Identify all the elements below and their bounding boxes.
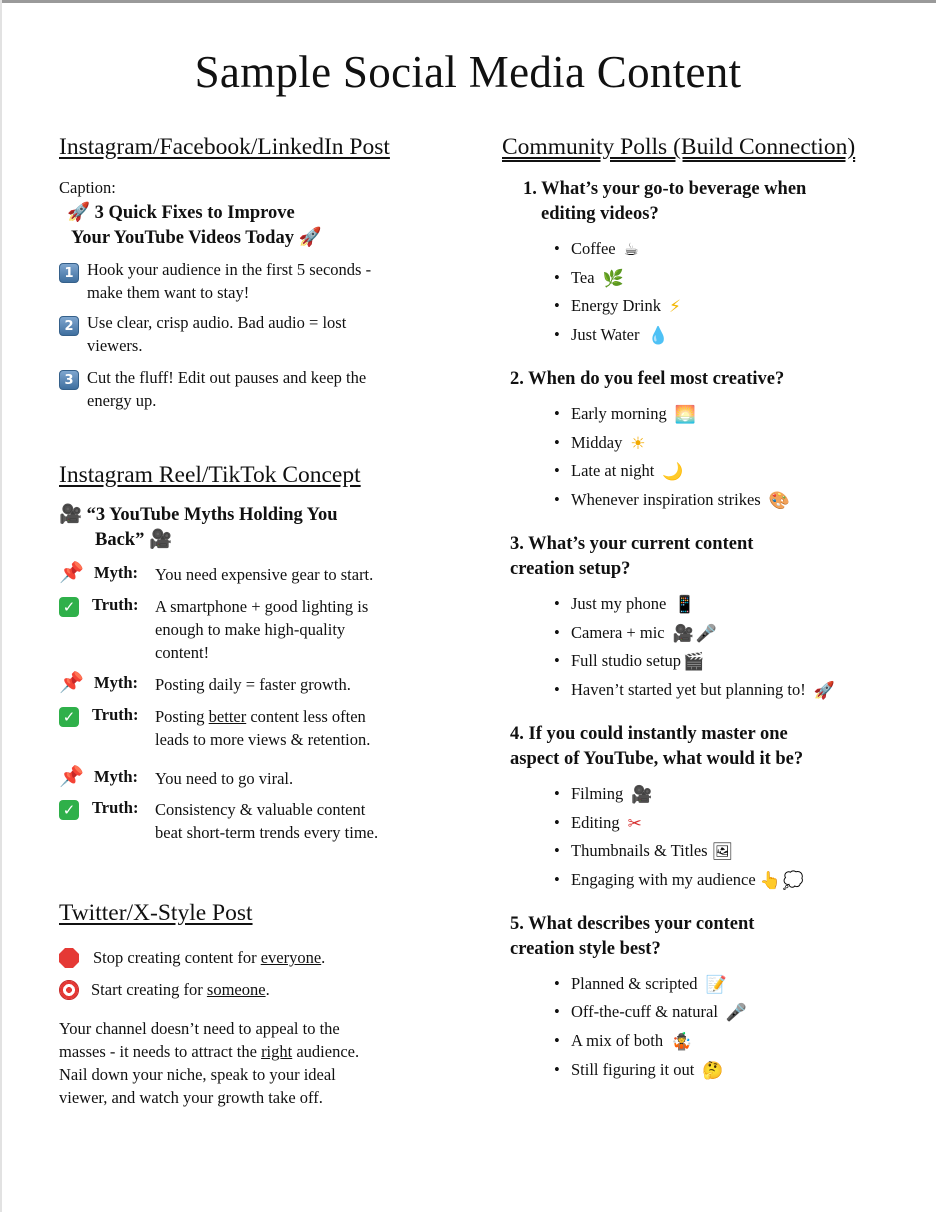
framed-picture-icon: 🖼 [711, 841, 734, 862]
truth-label: Truth: [92, 798, 139, 817]
truth-label: Truth: [92, 705, 139, 724]
list-item: • Whenever inspiration strikes 🎨 [554, 490, 790, 511]
reel-concept-line2: Back” 🎥 [95, 529, 173, 550]
poll-1-question-line2: editing videos? [541, 204, 659, 224]
thought-bubble-icon: 💭 [782, 870, 805, 891]
clapper-board-icon: 🎬 [683, 651, 705, 672]
movie-camera-icon: 🎥 [148, 529, 173, 550]
twitter-body-line4: viewer, and watch your growth take off. [59, 1088, 323, 1107]
pushpin-icon: 📌 [59, 764, 84, 788]
truth-label: Truth: [92, 595, 139, 614]
sunrise-icon: 🌅 [674, 404, 696, 425]
post-heading: Instagram/Facebook/LinkedIn Post [59, 134, 390, 160]
check-mark-icon: ✓ [59, 800, 79, 820]
truth-1-line3: content! [155, 643, 210, 662]
myth-label: Myth: [94, 767, 138, 786]
fix-3-line1: Cut the fluff! Edit out pauses and keep the [87, 368, 367, 387]
myth-label: Myth: [94, 563, 138, 582]
twitter-heading: Twitter/X-Style Post [59, 900, 253, 926]
list-item: • Planned & scripted 📝 [554, 974, 727, 995]
thinking-face-icon: 🤔 [702, 1060, 724, 1081]
list-item: • Off-the-cuff & natural 🎤 [554, 1002, 748, 1023]
scissors-icon: ✂ [627, 813, 642, 834]
droplet-icon: 💧 [647, 325, 669, 346]
fix-1-line1: Hook your audience in the first 5 seconds - [87, 260, 372, 279]
poll-1-question: 1. What’s your go-to beverage when [523, 179, 807, 199]
myth-2-text: Posting daily = faster growth. [155, 675, 351, 694]
list-item: • Filming 🎥 [554, 784, 653, 805]
list-item: • Early morning 🌅 [554, 404, 696, 425]
caption-headline: 🚀 3 Quick Fixes to Improve [67, 202, 295, 223]
list-item: • Engaging with my audience 👆 💭 [554, 870, 805, 891]
list-item: • Tea 🌿 [554, 268, 624, 289]
page-title: Sample Social Media Content [194, 47, 742, 97]
list-item: • Late at night 🌙 [554, 461, 684, 482]
direct-hit-icon [59, 980, 79, 1000]
fix-2-line1: Use clear, crisp audio. Bad audio = lost [87, 313, 347, 332]
poll-4-question-line2: aspect of YouTube, what would it be? [510, 749, 804, 769]
movie-camera-icon: 🎥 [631, 784, 653, 805]
list-item: • Full studio setup 🎬 [554, 651, 705, 672]
list-item: • Still figuring it out 🤔 [554, 1060, 724, 1081]
poll-5-question: 5. What describes your content [510, 914, 755, 934]
number-3-icon: 3 [59, 370, 79, 390]
top-border [0, 0, 936, 3]
mobile-phone-icon: 📱 [674, 594, 696, 615]
movie-camera-icon: 🎥 [59, 504, 83, 525]
left-border [0, 0, 2, 1212]
leaf-icon: 🌿 [602, 268, 624, 289]
microphone-icon: 🎤 [725, 1002, 748, 1023]
list-item: • Midday ☀ [554, 433, 646, 454]
caption-label: Caption: [59, 178, 116, 197]
list-item: • Editing ✂ [554, 813, 642, 834]
truth-1-line2: enough to make high-quality [155, 620, 346, 639]
myth-1-text: You need expensive gear to start. [155, 565, 374, 584]
rocket-icon: 🚀 [813, 680, 835, 701]
poll-5-question-line2: creation style best? [510, 939, 661, 959]
list-item: • Haven’t started yet but planning to! 🚀 [554, 680, 835, 701]
fix-1-line2: make them want to stay! [87, 283, 250, 302]
movie-camera-icon: 🎥 [672, 623, 694, 644]
stop-sign-icon [59, 948, 79, 968]
pushpin-icon: 📌 [59, 560, 84, 584]
poll-4-question: 4. If you could instantly master one [510, 724, 788, 744]
list-item: • Thumbnails & Titles 🖼 [554, 841, 734, 862]
stop-line: Stop creating content for everyone. [93, 948, 326, 967]
truth-3-line1: Consistency & valuable content [155, 800, 366, 819]
myth-label: Myth: [94, 673, 138, 692]
number-1-icon: 1 [59, 263, 79, 283]
truth-2-line2: leads to more views & retention. [155, 730, 371, 749]
microphone-icon: 🎤 [695, 623, 717, 644]
crescent-moon-icon: 🌙 [662, 461, 684, 482]
polls-heading: Community Polls (Build Connection) [502, 134, 856, 160]
memo-icon: 📝 [705, 974, 727, 995]
twitter-body-line1: Your channel doesn’t need to appeal to the [59, 1019, 340, 1038]
truth-3-line2: beat short-term trends every time. [155, 823, 379, 842]
lightning-icon: ⚡ [668, 296, 681, 317]
twitter-body-line2: masses - it needs to attract the right audience. [59, 1042, 360, 1061]
pushpin-icon: 📌 [59, 670, 84, 694]
list-item: • A mix of both 🤹 [554, 1031, 693, 1052]
juggling-person-icon: 🤹 [671, 1031, 693, 1052]
reel-heading: Instagram Reel/TikTok Concept [59, 462, 361, 488]
coffee-icon: ☕ [623, 239, 639, 260]
pointing-hand-icon: 👆 [759, 870, 781, 891]
list-item: • Just my phone 📱 [554, 594, 696, 615]
artist-palette-icon: 🎨 [768, 490, 790, 511]
list-item: • Coffee ☕ [554, 239, 639, 260]
truth-1-line1: A smartphone + good lighting is [155, 597, 369, 616]
poll-3-question: 3. What’s your current content [510, 534, 754, 554]
sun-icon: ☀ [630, 433, 646, 454]
fix-3-line2: energy up. [87, 391, 157, 410]
myth-3-text: You need to go viral. [155, 769, 294, 788]
start-line: Start creating for someone. [91, 980, 270, 999]
rocket-icon: 🚀 [67, 202, 91, 223]
caption-headline-line2: Your YouTube Videos Today 🚀 [71, 227, 322, 248]
rocket-icon: 🚀 [298, 227, 322, 248]
check-mark-icon: ✓ [59, 597, 79, 617]
poll-2-question: 2. When do you feel most creative? [510, 369, 785, 389]
twitter-body-line3: Nail down your niche, speak to your ideal [59, 1065, 336, 1084]
list-item: • Energy Drink ⚡ [554, 296, 681, 317]
number-2-icon: 2 [59, 316, 79, 336]
check-mark-icon: ✓ [59, 707, 79, 727]
truth-2-line1: Posting better content less often [155, 707, 366, 726]
list-item: • Camera + mic 🎥 🎤 [554, 623, 717, 644]
list-item: • Just Water 💧 [554, 325, 669, 346]
fix-2-line2: viewers. [87, 336, 143, 355]
poll-3-question-line2: creation setup? [510, 559, 631, 579]
reel-concept-line1: 🎥 “3 YouTube Myths Holding You [59, 504, 338, 525]
